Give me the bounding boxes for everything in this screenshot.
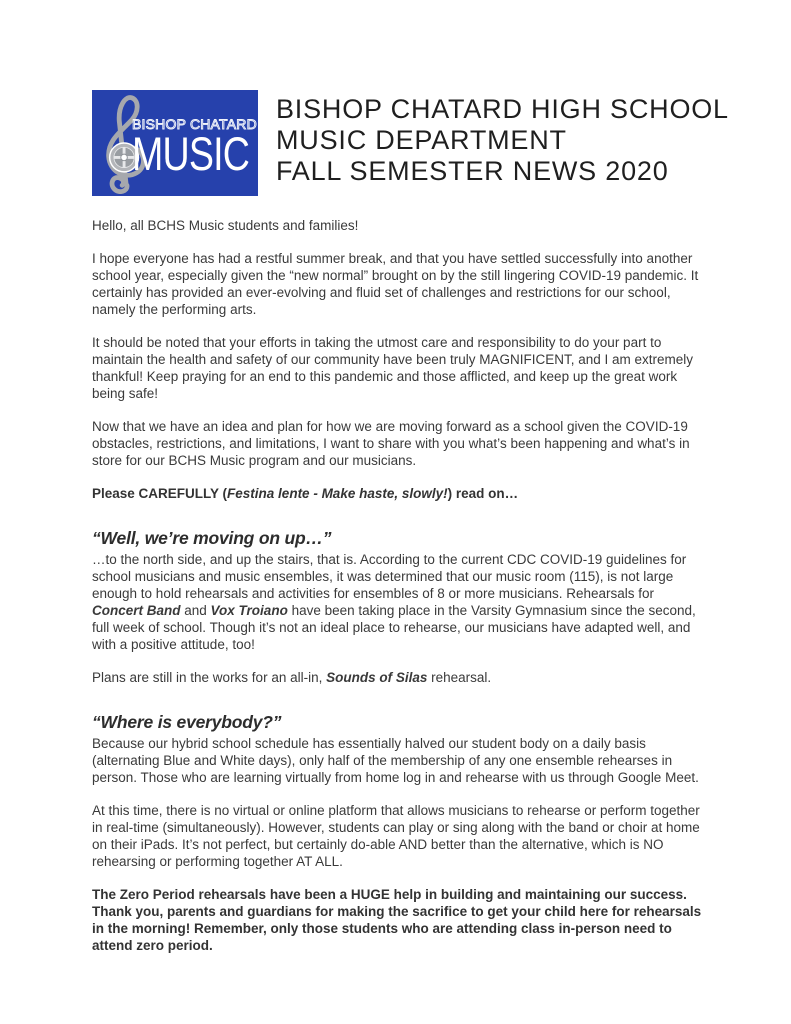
section-heading-where-is-everybody: “Where is everybody?” [92, 712, 282, 732]
plans-pre: Plans are still in the works for an all-in, [92, 670, 327, 685]
virtual-platform-paragraph: At this time, there is no virtual or online platform that allows musicians to rehearse or perform together in real-time (simultaneously). However, students can play or sing along with the band or choir at home on their iPads. It’s not perfect, but certainly do-able AND better than the alternative, which is NO rehearsing or performing together AT ALL. [92, 803, 700, 869]
moving-up-pre: …to the north side, and up the stairs, that is. According to the current CDC COVID-19 guidelines for school musicians and music ensembles, it was determined that our music room (115), is not large enough to hold rehearsals and activities for ensembles of 8 or more musicians. Rehearsals for [92, 552, 687, 601]
sounds-of-silas-name: Sounds of Silas [326, 670, 428, 685]
plans-paragraph [92, 669, 705, 686]
efforts-paragraph: It should be noted that your efforts in taking the utmost care and responsibility to do your part to maintain the health and safety of our community have been truly MAGNIFICENT, and I am extremely thankful! Keep praying for an end to this pandemic and those afflicted, and keep up the great work being safe! [92, 335, 694, 401]
title-line-edition: FALL SEMESTER NEWS 2020 [276, 156, 669, 186]
moving-up-paragraph [92, 551, 705, 653]
plans-post: rehearsal. [427, 670, 492, 685]
read-on-paragraph [92, 485, 705, 502]
read-on-pre: Please CAREFULLY ( [92, 486, 228, 501]
newsletter-body [92, 217, 705, 954]
summer-paragraph: I hope everyone has had a restful summer break, and that you have settled successfully into another school year, especially given the “new normal” brought on by the still lingering COVID-19 pandemic. It certainly has provided an ever-evolving and fluid set of challenges and restrictions for our school, namely the performing arts. [92, 251, 699, 317]
moving-up-mid: and [180, 603, 211, 618]
zero-period-paragraph: The Zero Period rehearsals have been a HUGE help in building and maintaining our success. Thank you, parents and guardians for making the sacrifice to get your child here for rehearsals in the morning! Remember, only those students who are attending class in-person need to attend zero period. [92, 887, 702, 953]
moving-up-post: have been taking place in the Varsity Gymnasium since the second, full week of school. Though it’s not an ideal place to rehearse, our musicians have adapted well, and with a positive attitude, too! [92, 603, 696, 652]
greeting-paragraph: Hello, all BCHS Music students and families! [92, 218, 359, 233]
masthead [92, 90, 729, 196]
logo-music-text: MUSIC [132, 127, 250, 180]
plan-paragraph: Now that we have an idea and plan for how we are moving forward as a school given the COVID-19 obstacles, restrictions, and limitations, I want to share with you what’s been happening and what’s in store for our BCHS Music program and our musicians. [92, 419, 690, 468]
logo-org-text: BISHOP CHATARD [132, 116, 257, 132]
logo-text-block [132, 116, 258, 180]
title-line-department: MUSIC DEPARTMENT [276, 125, 567, 155]
section-heading-moving-up: “Well, we’re moving on up…” [92, 528, 332, 548]
concert-band-name: Concert Band [92, 603, 181, 618]
read-on-post: ) read on… [447, 486, 519, 501]
festina-lente-phrase: Festina lente - Make haste, slowly! [227, 486, 448, 501]
newsletter-title [276, 94, 729, 187]
vox-troiano-name: Vox Troiano [210, 603, 288, 618]
music-logo [92, 90, 258, 196]
title-line-school: BISHOP CHATARD HIGH SCHOOL [276, 94, 729, 124]
hybrid-schedule-paragraph: Because our hybrid school schedule has essentially halved our student body on a daily basis (alternating Blue and White days), only half of the membership of any one ensemble rehearses in person. Those who are learning virtually from home log in and rehearse with us through Google Meet. [92, 736, 699, 785]
